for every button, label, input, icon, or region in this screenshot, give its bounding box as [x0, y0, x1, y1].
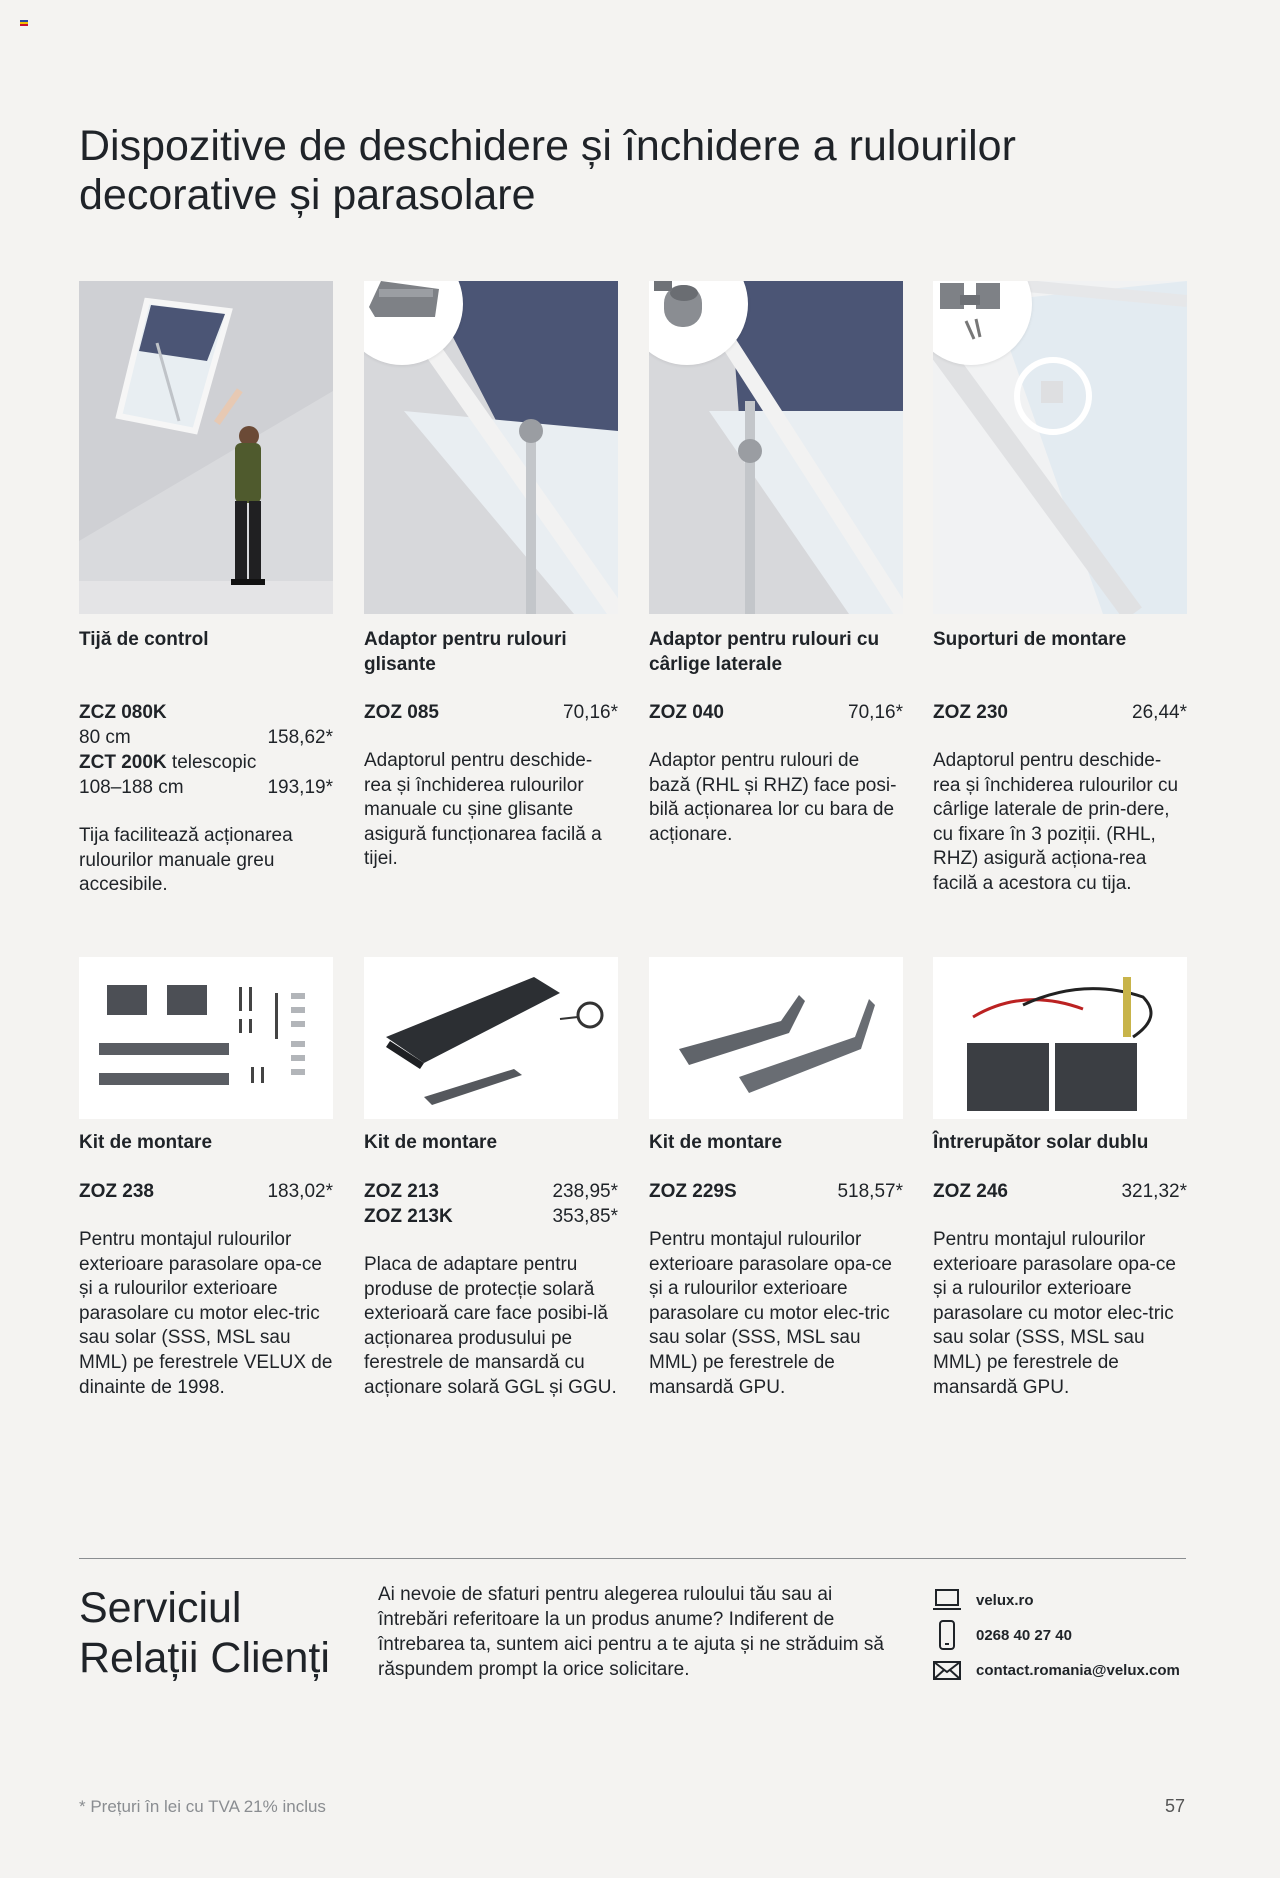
- product-code: ZCT 200K: [79, 752, 167, 773]
- product-name: Kit de montare: [649, 1132, 783, 1153]
- product-description: Adaptorul pentru deschide-rea și închiderea rulourilor cu cârlige laterale de prin-dere, cu fixare în 3 poziții. (RHL, RHZ) asigură acționa-rea facilă a acestora cu tija.: [933, 750, 1179, 894]
- price-list: [649, 700, 903, 725]
- price-list: [364, 1179, 618, 1229]
- product-description: Pentru montajul rulourilor exterioare parasolare opa-ce și a rulourilor exterioare parasolare cu motor elec-tric sau solar (SSS, MSL sau MML) pe ferestrele de mansardă GPU.: [649, 1229, 892, 1398]
- product-price: 70,16*: [848, 702, 903, 723]
- product-code: ZOZ 085: [364, 702, 439, 723]
- product-price: 353,85*: [552, 1206, 618, 1227]
- phone-number[interactable]: 0268 40 27 40: [976, 1626, 1072, 1644]
- mail-icon: [932, 1655, 962, 1685]
- product-price: 518,57*: [837, 1181, 903, 1202]
- price-list: [364, 700, 618, 725]
- product-card-zoz213: [364, 957, 618, 1401]
- laptop-icon: [932, 1585, 962, 1615]
- product-description: Pentru montajul rulourilor exterioare parasolare opa-ce și a rulourilor exterioare parasolare cu motor elec-tric sau solar (SSS, MSL sau MML) pe ferestrele de mansardă GPU.: [933, 1229, 1176, 1398]
- product-card-zoz230: [933, 281, 1187, 897]
- product-description: Tija facilitează acționarea rulourilor manuale greu accesibile.: [79, 825, 293, 896]
- contact-website[interactable]: [932, 1585, 1034, 1615]
- service-title-line2: Relații Clienți: [79, 1634, 330, 1682]
- product-description: Pentru montajul rulourilor exterioare parasolare opa-ce și a rulourilor exterioare parasolare cu motor elec-tric sau solar (SSS, MSL sau MML) pe ferestrele VELUX de dinainte de 1998.: [79, 1229, 333, 1398]
- product-code: ZOZ 040: [649, 702, 724, 723]
- product-price: 70,16*: [563, 702, 618, 723]
- product-card-zoz085: [364, 281, 618, 872]
- product-code: ZOZ 229S: [649, 1181, 737, 1202]
- product-card-zoz246: [933, 957, 1187, 1400]
- product-code: ZOZ 213K: [364, 1206, 453, 1227]
- product-variant: 80 cm: [79, 727, 131, 748]
- product-price: 193,19*: [267, 777, 333, 798]
- product-photo-kit-montare: [79, 957, 333, 1119]
- product-price: 321,32*: [1121, 1181, 1187, 1202]
- product-name: Adaptor pentru rulouri glisante: [364, 629, 567, 675]
- product-photo-suporturi: [933, 281, 1187, 614]
- page-number: 57: [1164, 1796, 1185, 1816]
- product-price: 158,62*: [267, 727, 333, 748]
- product-name: Suporturi de montare: [933, 629, 1127, 650]
- product-photo-kit-gpu: [649, 957, 903, 1119]
- product-photo-adapter-carlige: [649, 281, 903, 614]
- flag-icon: [20, 20, 28, 26]
- product-code: ZOZ 213: [364, 1181, 439, 1202]
- product-card-zoz238: [79, 957, 333, 1400]
- contact-email[interactable]: [932, 1655, 1180, 1685]
- price-list: [649, 1179, 903, 1204]
- contact-phone[interactable]: [932, 1620, 1072, 1650]
- product-price: 26,44*: [1132, 702, 1187, 723]
- page-title: Dispozitive de deschidere și închidere a rulourilor decorative și parasolare: [79, 122, 1016, 219]
- product-price: 238,95*: [552, 1181, 618, 1202]
- product-name: Kit de montare: [364, 1132, 498, 1153]
- email-link[interactable]: contact.romania@velux.com: [976, 1661, 1180, 1679]
- website-link[interactable]: velux.ro: [976, 1591, 1034, 1609]
- product-code: ZOZ 230: [933, 702, 1008, 723]
- section-divider: [79, 1558, 1186, 1559]
- price-list: [933, 700, 1187, 725]
- price-footnote: * Prețuri în lei cu TVA 21% inclus: [79, 1797, 326, 1816]
- product-name: Întrerupător solar dublu: [933, 1132, 1149, 1153]
- product-code: ZCZ 080K: [79, 702, 167, 723]
- product-card-tija: [79, 281, 333, 898]
- product-photo-placa-adaptare: [364, 957, 618, 1119]
- product-code: ZOZ 238: [79, 1181, 154, 1202]
- product-description: Adaptorul pentru deschide-rea și închiderea rulourilor manuale cu șine glisante asigură funcționarea facilă a tijei.: [364, 750, 602, 870]
- price-list: [79, 1179, 333, 1204]
- product-name: Adaptor pentru rulouri cu cârlige laterale: [649, 629, 880, 675]
- product-description: Adaptor pentru rulouri de bază (RHL și RHZ) face posi-bilă acționarea lor cu bara de acționare.: [649, 750, 897, 845]
- phone-icon: [932, 1620, 962, 1650]
- product-code: ZOZ 246: [933, 1181, 1008, 1202]
- product-photo-intrerupator-solar: [933, 957, 1187, 1119]
- product-card-zoz229s: [649, 957, 903, 1400]
- service-description: Ai nevoie de sfaturi pentru alegerea ruloului tău sau ai întrebări referitoare la un produs anume? Indiferent de întrebarea ta, suntem aici pentru a te ajuta și ne străduim să răspundem prompt la orice solicitare.: [378, 1584, 884, 1680]
- service-title: [79, 1583, 330, 1683]
- product-photo-woman-with-rod: [79, 281, 333, 614]
- product-variant: 108–188 cm: [79, 777, 184, 798]
- service-title-line1: Serviciul: [79, 1584, 242, 1632]
- product-card-zoz040: [649, 281, 903, 847]
- product-name: Kit de montare: [79, 1132, 213, 1153]
- price-list: [79, 700, 333, 800]
- product-description: Placa de adaptare pentru produse de protecție solară exterioară care face posibi-lă acționarea produsului pe ferestrele de mansardă cu acționare solară GGL și GGU.: [364, 1254, 617, 1398]
- product-name: Tijă de control: [79, 629, 209, 650]
- price-list: [933, 1179, 1187, 1204]
- product-variant: telescopic: [166, 752, 257, 773]
- product-photo-adapter-glisant: [364, 281, 618, 614]
- product-price: 183,02*: [267, 1181, 333, 1202]
